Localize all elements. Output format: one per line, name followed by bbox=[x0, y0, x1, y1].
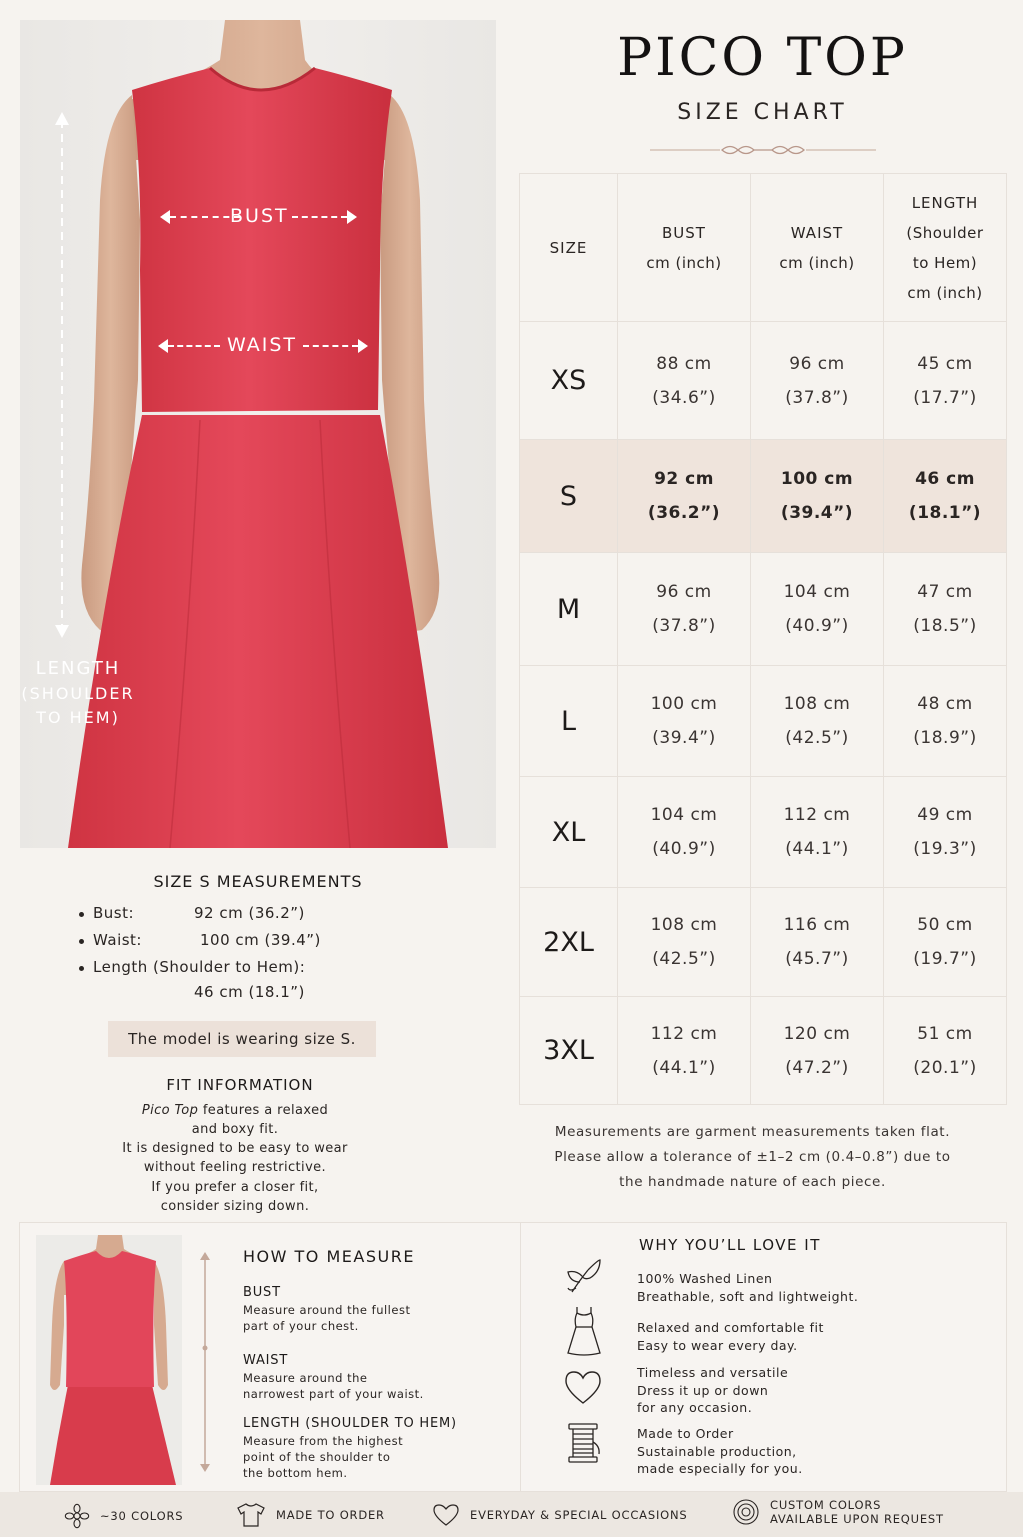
bust-cell bbox=[618, 666, 751, 777]
length-cm: 46 cm bbox=[915, 469, 975, 489]
size-cell: L bbox=[520, 666, 618, 777]
waist-inch: (39.4”) bbox=[780, 503, 854, 523]
how-length-line-2: point of the shoulder to bbox=[243, 1450, 391, 1464]
dress-icon bbox=[566, 1305, 602, 1357]
footer-occasions bbox=[432, 1503, 687, 1527]
footer-occasions-text: EVERYDAY & SPECIAL OCCASIONS bbox=[470, 1508, 688, 1522]
bust-cm: 100 cm bbox=[650, 694, 718, 714]
waist-cm: 104 cm bbox=[783, 582, 851, 602]
waist-cell bbox=[751, 997, 884, 1105]
how-length-line-3: the bottom hem. bbox=[243, 1466, 348, 1480]
size-cell: M bbox=[520, 553, 618, 666]
header-waist-unit: cm (inch) bbox=[779, 253, 855, 272]
heart-outline-icon bbox=[432, 1503, 460, 1527]
bust-cm: 108 cm bbox=[650, 915, 718, 935]
product-photo bbox=[20, 20, 496, 848]
bust-inch: (37.8”) bbox=[652, 616, 716, 636]
thumbnail-illustration bbox=[36, 1235, 182, 1485]
bust-inch: (42.5”) bbox=[652, 949, 716, 969]
size-cell: S bbox=[520, 440, 618, 553]
why-item-1 bbox=[637, 1270, 858, 1305]
bust-inch: (39.4”) bbox=[652, 728, 716, 748]
waist-inch: (42.5”) bbox=[785, 728, 849, 748]
table-row-s-highlighted bbox=[520, 440, 1007, 553]
bust-cm: 112 cm bbox=[650, 1023, 718, 1044]
header-bust-unit: cm (inch) bbox=[646, 253, 722, 272]
footer-made-text: MADE TO ORDER bbox=[276, 1508, 385, 1522]
length-cm: 50 cm bbox=[917, 915, 973, 935]
bust-label: BUST bbox=[230, 205, 289, 227]
how-waist-line-1: Measure around the bbox=[243, 1371, 368, 1385]
waist-cm: 108 cm bbox=[783, 694, 851, 714]
fit-line-6: consider sizing down. bbox=[160, 1199, 310, 1214]
why-item-1-text: Breathable, soft and lightweight. bbox=[637, 1288, 859, 1304]
length-cm: 47 cm bbox=[917, 582, 973, 602]
length-cell bbox=[884, 997, 1007, 1105]
footer-colors-text: ~30 COLORS bbox=[100, 1509, 184, 1523]
length-cell bbox=[884, 666, 1007, 777]
waist-cell bbox=[751, 440, 884, 553]
page-subtitle: SIZE CHART bbox=[677, 100, 848, 125]
measurements-title: SIZE S MEASUREMENTS bbox=[153, 872, 363, 891]
why-item-4-text-2: made especially for you. bbox=[637, 1461, 803, 1476]
waist-cell bbox=[751, 777, 884, 888]
size-cell: XS bbox=[520, 322, 618, 440]
bust-inch: (40.9”) bbox=[652, 839, 716, 859]
table-row-xl bbox=[520, 777, 1007, 888]
length-cell bbox=[884, 888, 1007, 997]
fit-line-4: without feeling restrictive. bbox=[143, 1160, 327, 1175]
waist-inch: (40.9”) bbox=[785, 616, 849, 636]
thread-spool-icon bbox=[566, 1422, 602, 1464]
bullet-icon bbox=[79, 912, 84, 917]
page-title: PICO TOP bbox=[617, 28, 908, 88]
header-size-label: SIZE bbox=[549, 238, 588, 257]
why-item-3-title: Timeless and versatile bbox=[637, 1365, 789, 1380]
waist-arrow-left bbox=[168, 345, 220, 349]
why-item-2-title: Relaxed and comfortable fit bbox=[637, 1320, 824, 1335]
why-item-4-text-1: Sustainable production, bbox=[637, 1443, 797, 1459]
header-waist bbox=[751, 174, 884, 322]
footer-custom-line-2: AVAILABLE UPON REQUEST bbox=[770, 1512, 944, 1526]
waist-inch: (47.2”) bbox=[785, 1057, 849, 1078]
header-length-label: LENGTH bbox=[911, 193, 979, 212]
table-row-xs bbox=[520, 322, 1007, 440]
bust-cell bbox=[618, 997, 751, 1105]
palette-icon bbox=[732, 1498, 760, 1526]
waist-measure-label: Waist: bbox=[93, 931, 142, 949]
length-cell bbox=[884, 777, 1007, 888]
note-line-3: the handmade nature of each piece. bbox=[619, 1174, 886, 1190]
how-bust-line-2: part of your chest. bbox=[243, 1319, 359, 1333]
footer-bar bbox=[0, 1492, 1023, 1537]
bullet-icon bbox=[79, 939, 84, 944]
bust-cm: 88 cm bbox=[656, 353, 712, 374]
header-length-sub-1: (Shoulder bbox=[906, 223, 984, 242]
length-cell bbox=[884, 440, 1007, 553]
waist-label: WAIST bbox=[227, 334, 298, 356]
waist-cm: 112 cm bbox=[783, 805, 851, 825]
waist-cell bbox=[751, 322, 884, 440]
size-cell: 3XL bbox=[520, 997, 618, 1105]
why-item-1-title: 100% Washed Linen bbox=[637, 1271, 773, 1286]
heart-icon bbox=[564, 1370, 602, 1406]
length-inch: (18.5”) bbox=[913, 616, 977, 636]
length-inch: (19.3”) bbox=[913, 839, 977, 859]
how-to-measure-title: HOW TO MEASURE bbox=[243, 1247, 415, 1266]
fit-line-1 bbox=[60, 1103, 410, 1118]
thumbnail-photo bbox=[36, 1235, 182, 1485]
flower-icon bbox=[64, 1503, 90, 1529]
waist-cell bbox=[751, 553, 884, 666]
waist-cm: 120 cm bbox=[783, 1023, 851, 1044]
why-title: WHY YOU’LL LOVE IT bbox=[639, 1236, 821, 1254]
header-length-unit: cm (inch) bbox=[907, 283, 983, 302]
why-item-2 bbox=[637, 1319, 824, 1354]
bust-cell bbox=[618, 777, 751, 888]
how-bust-line-1: Measure around the fullest bbox=[243, 1303, 411, 1317]
length-cm: 45 cm bbox=[917, 353, 973, 374]
note-line-1: Measurements are garment measurements taken flat. bbox=[554, 1124, 951, 1140]
waist-cm: 116 cm bbox=[783, 915, 851, 935]
product-name: Pico Top bbox=[141, 1103, 199, 1118]
length-cm: 49 cm bbox=[917, 805, 973, 825]
length-label-3: TO HEM) bbox=[36, 708, 120, 727]
header-size bbox=[520, 174, 618, 322]
bust-cell bbox=[618, 553, 751, 666]
how-length-line-1: Measure from the highest bbox=[243, 1434, 404, 1448]
bust-arrow-right bbox=[292, 216, 347, 220]
waist-inch: (44.1”) bbox=[785, 839, 849, 859]
note-line-2: Please allow a tolerance of ±1–2 cm (0.4–0.8”) due to bbox=[554, 1149, 951, 1165]
bullet-icon bbox=[79, 966, 84, 971]
leaf-icon bbox=[566, 1258, 602, 1296]
how-length-heading: LENGTH (SHOULDER TO HEM) bbox=[243, 1416, 457, 1431]
waist-cm: 100 cm bbox=[780, 469, 854, 489]
footer-made-to-order bbox=[236, 1502, 385, 1528]
tshirt-icon bbox=[236, 1502, 266, 1528]
bust-measure-value: 92 cm (36.2”) bbox=[194, 904, 305, 922]
how-length-text bbox=[243, 1433, 403, 1481]
how-waist-text bbox=[243, 1370, 424, 1402]
length-cell bbox=[884, 322, 1007, 440]
how-bust-heading: BUST bbox=[243, 1285, 281, 1300]
length-measure-value: 46 cm (18.1”) bbox=[194, 983, 305, 1001]
footer-custom-line-1: CUSTOM COLORS bbox=[770, 1498, 882, 1512]
length-label-1: LENGTH bbox=[35, 658, 121, 679]
waist-inch: (45.7”) bbox=[785, 949, 849, 969]
measurement-note bbox=[520, 1120, 985, 1195]
fit-line-1-text: features a relaxed bbox=[198, 1103, 329, 1118]
bust-cell bbox=[618, 888, 751, 997]
header-bust bbox=[618, 174, 751, 322]
fit-title: FIT INFORMATION bbox=[166, 1076, 314, 1094]
how-waist-heading: WAIST bbox=[243, 1353, 289, 1368]
header-bust-label: BUST bbox=[662, 223, 706, 242]
size-cell: 2XL bbox=[520, 888, 618, 997]
length-inch: (18.9”) bbox=[913, 728, 977, 748]
header-length-sub-2: to Hem) bbox=[912, 253, 978, 272]
length-cell bbox=[884, 553, 1007, 666]
measure-line-icon bbox=[197, 1250, 213, 1475]
bust-cm: 104 cm bbox=[650, 805, 718, 825]
size-chart-table bbox=[519, 173, 1007, 1105]
fit-line-2: and boxy fit. bbox=[191, 1122, 279, 1137]
why-item-4-title: Made to Order bbox=[637, 1426, 734, 1441]
bust-inch: (44.1”) bbox=[652, 1057, 716, 1078]
why-item-3 bbox=[637, 1364, 788, 1417]
footer-custom-text bbox=[770, 1498, 944, 1526]
table-row-l bbox=[520, 666, 1007, 777]
why-item-3-text-1: Dress it up or down bbox=[637, 1382, 769, 1398]
length-inch: (19.7”) bbox=[913, 949, 977, 969]
model-size-note: The model is wearing size S. bbox=[108, 1021, 376, 1057]
footer-custom-colors bbox=[732, 1498, 944, 1526]
length-inch: (17.7”) bbox=[913, 387, 977, 408]
waist-inch: (37.8”) bbox=[785, 387, 849, 408]
bust-measure-label: Bust: bbox=[93, 904, 135, 922]
footer-colors bbox=[64, 1503, 183, 1529]
header-waist-label: WAIST bbox=[790, 223, 844, 242]
bust-cell bbox=[618, 322, 751, 440]
length-cm: 51 cm bbox=[917, 1023, 973, 1044]
length-inch: (20.1”) bbox=[913, 1057, 977, 1078]
how-bust-text bbox=[243, 1302, 410, 1334]
bust-inch: (34.6”) bbox=[652, 387, 716, 408]
bust-cm: 96 cm bbox=[656, 582, 712, 602]
header-length bbox=[884, 174, 1007, 322]
bust-cell bbox=[618, 440, 751, 553]
size-cell: XL bbox=[520, 777, 618, 888]
fit-line-3: It is designed to be easy to wear bbox=[122, 1141, 348, 1156]
waist-cell bbox=[751, 888, 884, 997]
why-item-3-text-2: for any occasion. bbox=[637, 1400, 753, 1415]
length-inch: (18.1”) bbox=[908, 503, 982, 523]
ornament-divider bbox=[650, 140, 876, 160]
waist-cm: 96 cm bbox=[789, 353, 845, 374]
table-header-row bbox=[520, 174, 1007, 322]
length-cm: 48 cm bbox=[917, 694, 973, 714]
waist-cell bbox=[751, 666, 884, 777]
why-item-4 bbox=[637, 1425, 803, 1478]
waist-arrow-right bbox=[303, 345, 358, 349]
table-row-m bbox=[520, 553, 1007, 666]
table-row-3xl bbox=[520, 997, 1007, 1105]
waist-measure-value: 100 cm (39.4”) bbox=[200, 931, 321, 949]
how-waist-line-2: narrowest part of your waist. bbox=[243, 1387, 424, 1401]
table-row-2xl bbox=[520, 888, 1007, 997]
why-item-2-text: Easy to wear every day. bbox=[637, 1337, 798, 1353]
fit-line-5: If you prefer a closer fit, bbox=[151, 1180, 319, 1195]
length-label-2: (SHOULDER bbox=[21, 684, 135, 703]
bust-inch: (36.2”) bbox=[647, 503, 721, 523]
bust-cm: 92 cm bbox=[654, 469, 714, 489]
length-measure-label: Length (Shoulder to Hem): bbox=[93, 958, 306, 976]
